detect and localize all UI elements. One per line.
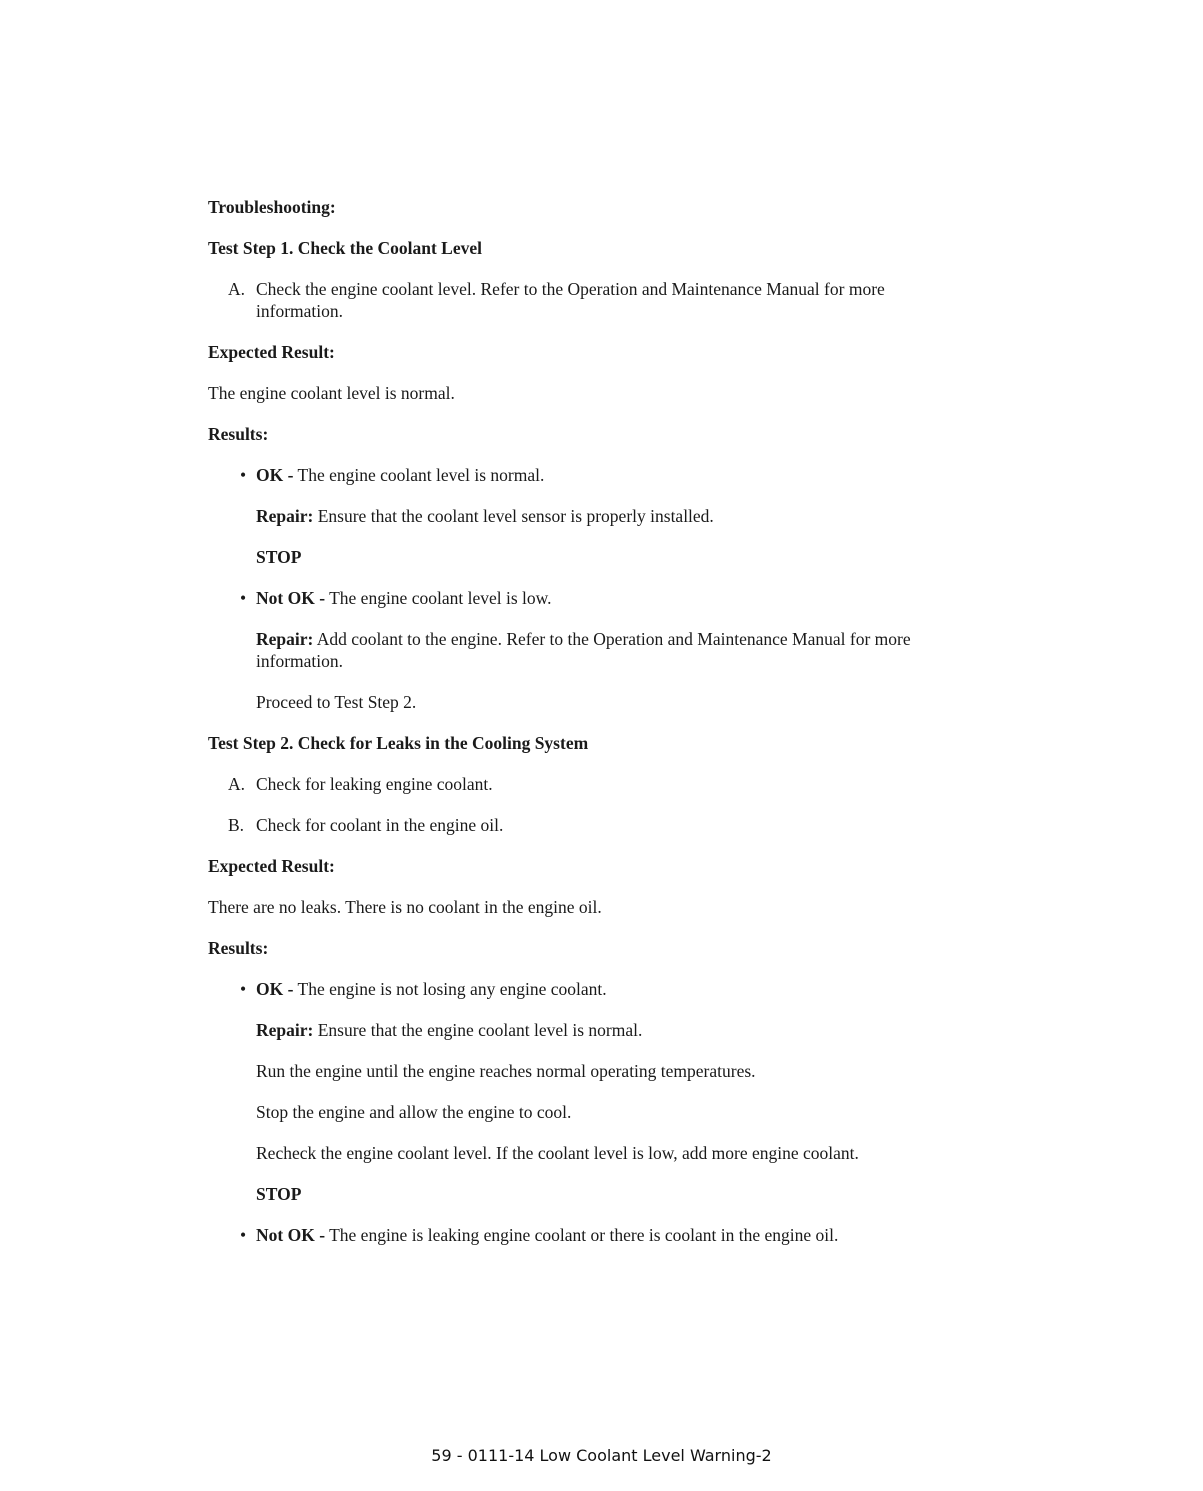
- page-footer: 59 - 0111-14 Low Coolant Level Warning-2: [431, 1446, 772, 1465]
- step1-results-label: Results:: [208, 424, 269, 444]
- step1-notok-repair-label: Repair:: [256, 629, 314, 649]
- step2-notok-label: Not OK -: [256, 1225, 326, 1245]
- step2-expected-label: Expected Result:: [208, 856, 335, 876]
- step1-ok-bullet: [240, 464, 1008, 486]
- step2-notok-text: The engine is leaking engine coolant or there is coolant in the engine oil.: [329, 1225, 839, 1245]
- step2-ok-repair-text: Ensure that the engine coolant level is normal.: [317, 1020, 643, 1040]
- bullet-icon: •: [240, 588, 247, 608]
- test-step-2-title: Test Step 2. Check for Leaks in the Cooling System: [208, 733, 589, 753]
- step2-item-b-text: Check for coolant in the engine oil.: [256, 815, 504, 835]
- step2-ok-line4: Recheck the engine coolant level. If the coolant level is low, add more engine coolant.: [256, 1143, 859, 1163]
- step1-ok-stop: STOP: [256, 547, 302, 567]
- step2-ok-repair-label: Repair:: [256, 1020, 314, 1040]
- step2-ok-repair: [256, 1019, 996, 1041]
- troubleshooting-heading: Troubleshooting:: [208, 197, 336, 217]
- step1-item-a-label: A.: [228, 279, 246, 299]
- step1-notok-repair-text: Add coolant to the engine. Refer to the Operation and Maintenance Manual for more information.: [256, 629, 911, 671]
- step2-ok-line3: Stop the engine and allow the engine to cool.: [256, 1102, 572, 1122]
- step2-notok-bullet: [240, 1224, 1008, 1246]
- step1-notok-bullet: [240, 587, 1008, 609]
- step1-notok-repair: [256, 628, 996, 672]
- step2-item-a: [228, 773, 1008, 795]
- step1-expected-text: The engine coolant level is normal.: [208, 383, 455, 403]
- step1-ok-repair-label: Repair:: [256, 506, 314, 526]
- test-step-1-title: Test Step 1. Check the Coolant Level: [208, 238, 483, 258]
- step2-ok-text: The engine is not losing any engine coolant.: [297, 979, 607, 999]
- document-body: [208, 196, 1008, 1265]
- step2-ok-line2: Run the engine until the engine reaches normal operating temperatures.: [256, 1061, 756, 1081]
- step2-expected-text: There are no leaks. There is no coolant in the engine oil.: [208, 897, 602, 917]
- step2-ok-bullet: [240, 978, 1008, 1000]
- step1-item-a-text: Check the engine coolant level. Refer to the Operation and Maintenance Manual for more information.: [256, 279, 885, 321]
- step1-expected-label: Expected Result:: [208, 342, 335, 362]
- step1-ok-repair-text: Ensure that the coolant level sensor is properly installed.: [317, 506, 714, 526]
- step2-item-a-text: Check for leaking engine coolant.: [256, 774, 493, 794]
- step1-ok-repair: [256, 505, 996, 527]
- step2-results-label: Results:: [208, 938, 269, 958]
- step2-item-b-label: B.: [228, 815, 245, 835]
- step1-ok-label: OK -: [256, 465, 294, 485]
- bullet-icon: •: [240, 1225, 247, 1245]
- step2-ok-label: OK -: [256, 979, 294, 999]
- step1-item-a: [228, 278, 1008, 322]
- step1-notok-label: Not OK -: [256, 588, 326, 608]
- step2-item-b: [228, 814, 1008, 836]
- step2-ok-stop: STOP: [256, 1184, 302, 1204]
- step1-notok-text: The engine coolant level is low.: [329, 588, 552, 608]
- step1-notok-proceed: Proceed to Test Step 2.: [256, 692, 417, 712]
- bullet-icon: •: [240, 979, 247, 999]
- bullet-icon: •: [240, 465, 247, 485]
- step2-item-a-label: A.: [228, 774, 246, 794]
- step1-ok-text: The engine coolant level is normal.: [297, 465, 545, 485]
